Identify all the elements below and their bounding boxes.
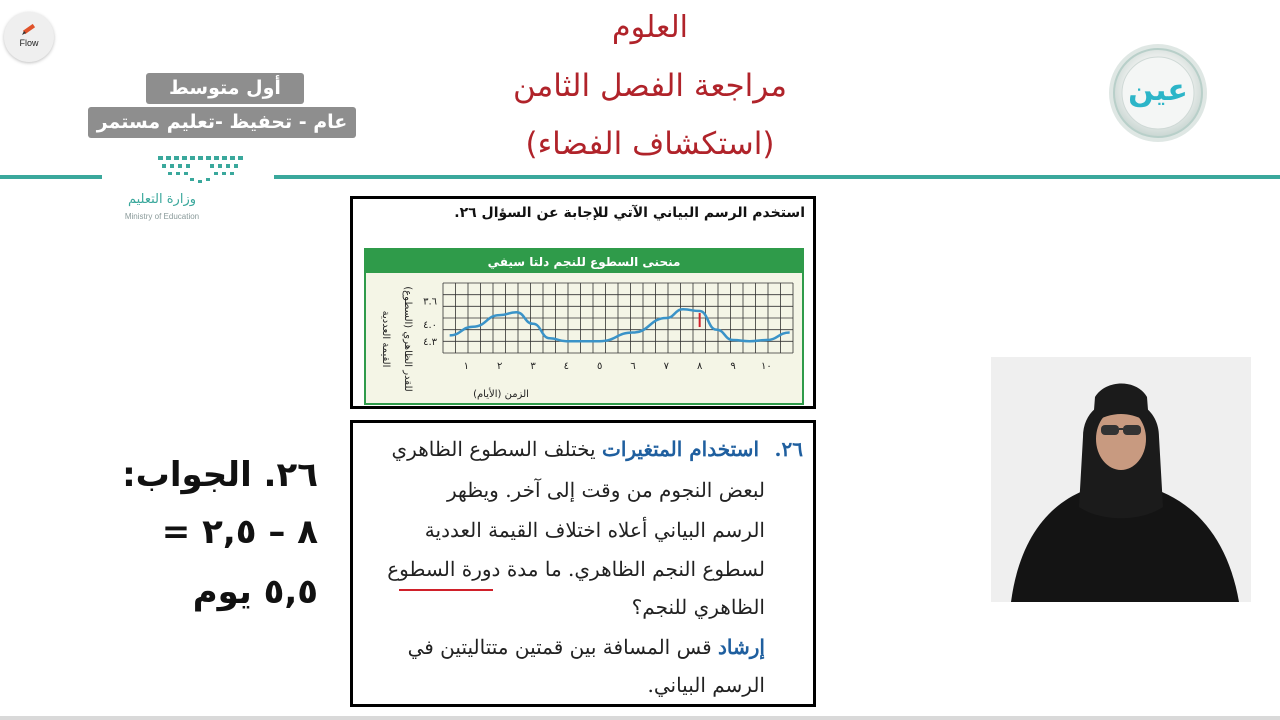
x-tick-label: ١٠ [760, 361, 772, 372]
answer-heading: ٢٦. الجواب: [122, 455, 318, 495]
question-line-1 [392, 437, 759, 461]
ein-logo [1108, 43, 1208, 143]
answer-result: ٥,٥ يوم [192, 572, 318, 612]
unit-title: (استكشاف الفضاء) [525, 126, 775, 162]
presenter-figure-icon [991, 357, 1251, 602]
x-tick-label: ٧ [663, 361, 670, 372]
chart-title: منحنى السطوع للنجم دلتا سيفي [487, 255, 681, 269]
y-tick-label: ٤.٣ [423, 337, 437, 349]
programs-badge: عام - تحفيظ -تعليم مستمر [88, 107, 356, 138]
flow-logo-label: Flow [19, 38, 39, 48]
hint-line-2: الرسم البياني. [647, 673, 765, 697]
question-panel [350, 420, 816, 707]
y-axis-label-1: القيمة العددية [380, 310, 391, 368]
subject-title: العلوم [612, 10, 688, 45]
question-line-3: الرسم البياني أعلاه اختلاف القيمة العددية [424, 518, 765, 542]
y-axis-label-2: للقدر الظاهري (السطوع) [402, 286, 413, 392]
hint-text: قس المسافة بين قمتين متتاليتين في [407, 635, 712, 659]
question-line-2: لبعض النجوم من وقت إلى آخر. ويظهر [446, 478, 765, 502]
ministry-english: Ministry of Education [124, 212, 200, 221]
graph-panel [350, 196, 816, 409]
lesson-title: مراجعة الفصل الثامن [513, 68, 787, 104]
underline-annotation [399, 589, 493, 591]
question-line-4: لسطوع النجم الظاهري. ما مدة دورة السطوع [387, 557, 765, 581]
x-tick-label: ٢ [496, 361, 503, 372]
ministry-emblem-icon [154, 154, 254, 190]
brightness-chart [353, 229, 813, 409]
question-number: ٢٦. [774, 437, 803, 461]
question-line1-text: يختلف السطوع الظاهري [391, 437, 596, 461]
flow-logo[interactable] [4, 12, 54, 62]
hint-line [408, 635, 765, 659]
y-ticks [423, 297, 438, 349]
answer-equation: ٨ – ٢,٥ = [161, 512, 318, 552]
x-axis-label: الزمن (الأيام) [473, 389, 529, 400]
x-tick-label: ٣ [530, 361, 536, 372]
x-tick-label: ٩ [730, 361, 736, 372]
x-tick-label: ٤ [563, 361, 570, 372]
pencil-icon [20, 21, 38, 37]
x-tick-label: ٥ [596, 361, 603, 372]
bottom-bar [0, 716, 1280, 720]
question-heading: استخدام المتغيرات [601, 437, 759, 461]
x-tick-label: ٨ [696, 361, 703, 372]
graph-prompt: استخدم الرسم البياني الآتي للإجابة عن السؤال ٢٦. [454, 205, 805, 221]
grade-badge: أول متوسط [146, 73, 304, 104]
y-tick-label: ٤.٠ [423, 319, 437, 331]
ministry-arabic: وزارة التعليم [127, 192, 197, 207]
x-tick-label: ١ [463, 361, 470, 372]
y-tick-label: ٣.٦ [423, 296, 437, 308]
hint-label: إرشاد [718, 635, 765, 659]
ein-logo-text: عين [1128, 73, 1188, 108]
x-tick-label: ٦ [630, 361, 636, 372]
ministry-logo [102, 150, 274, 230]
question-line-5: الظاهري للنجم؟ [631, 595, 765, 619]
presenter-video [991, 357, 1251, 602]
